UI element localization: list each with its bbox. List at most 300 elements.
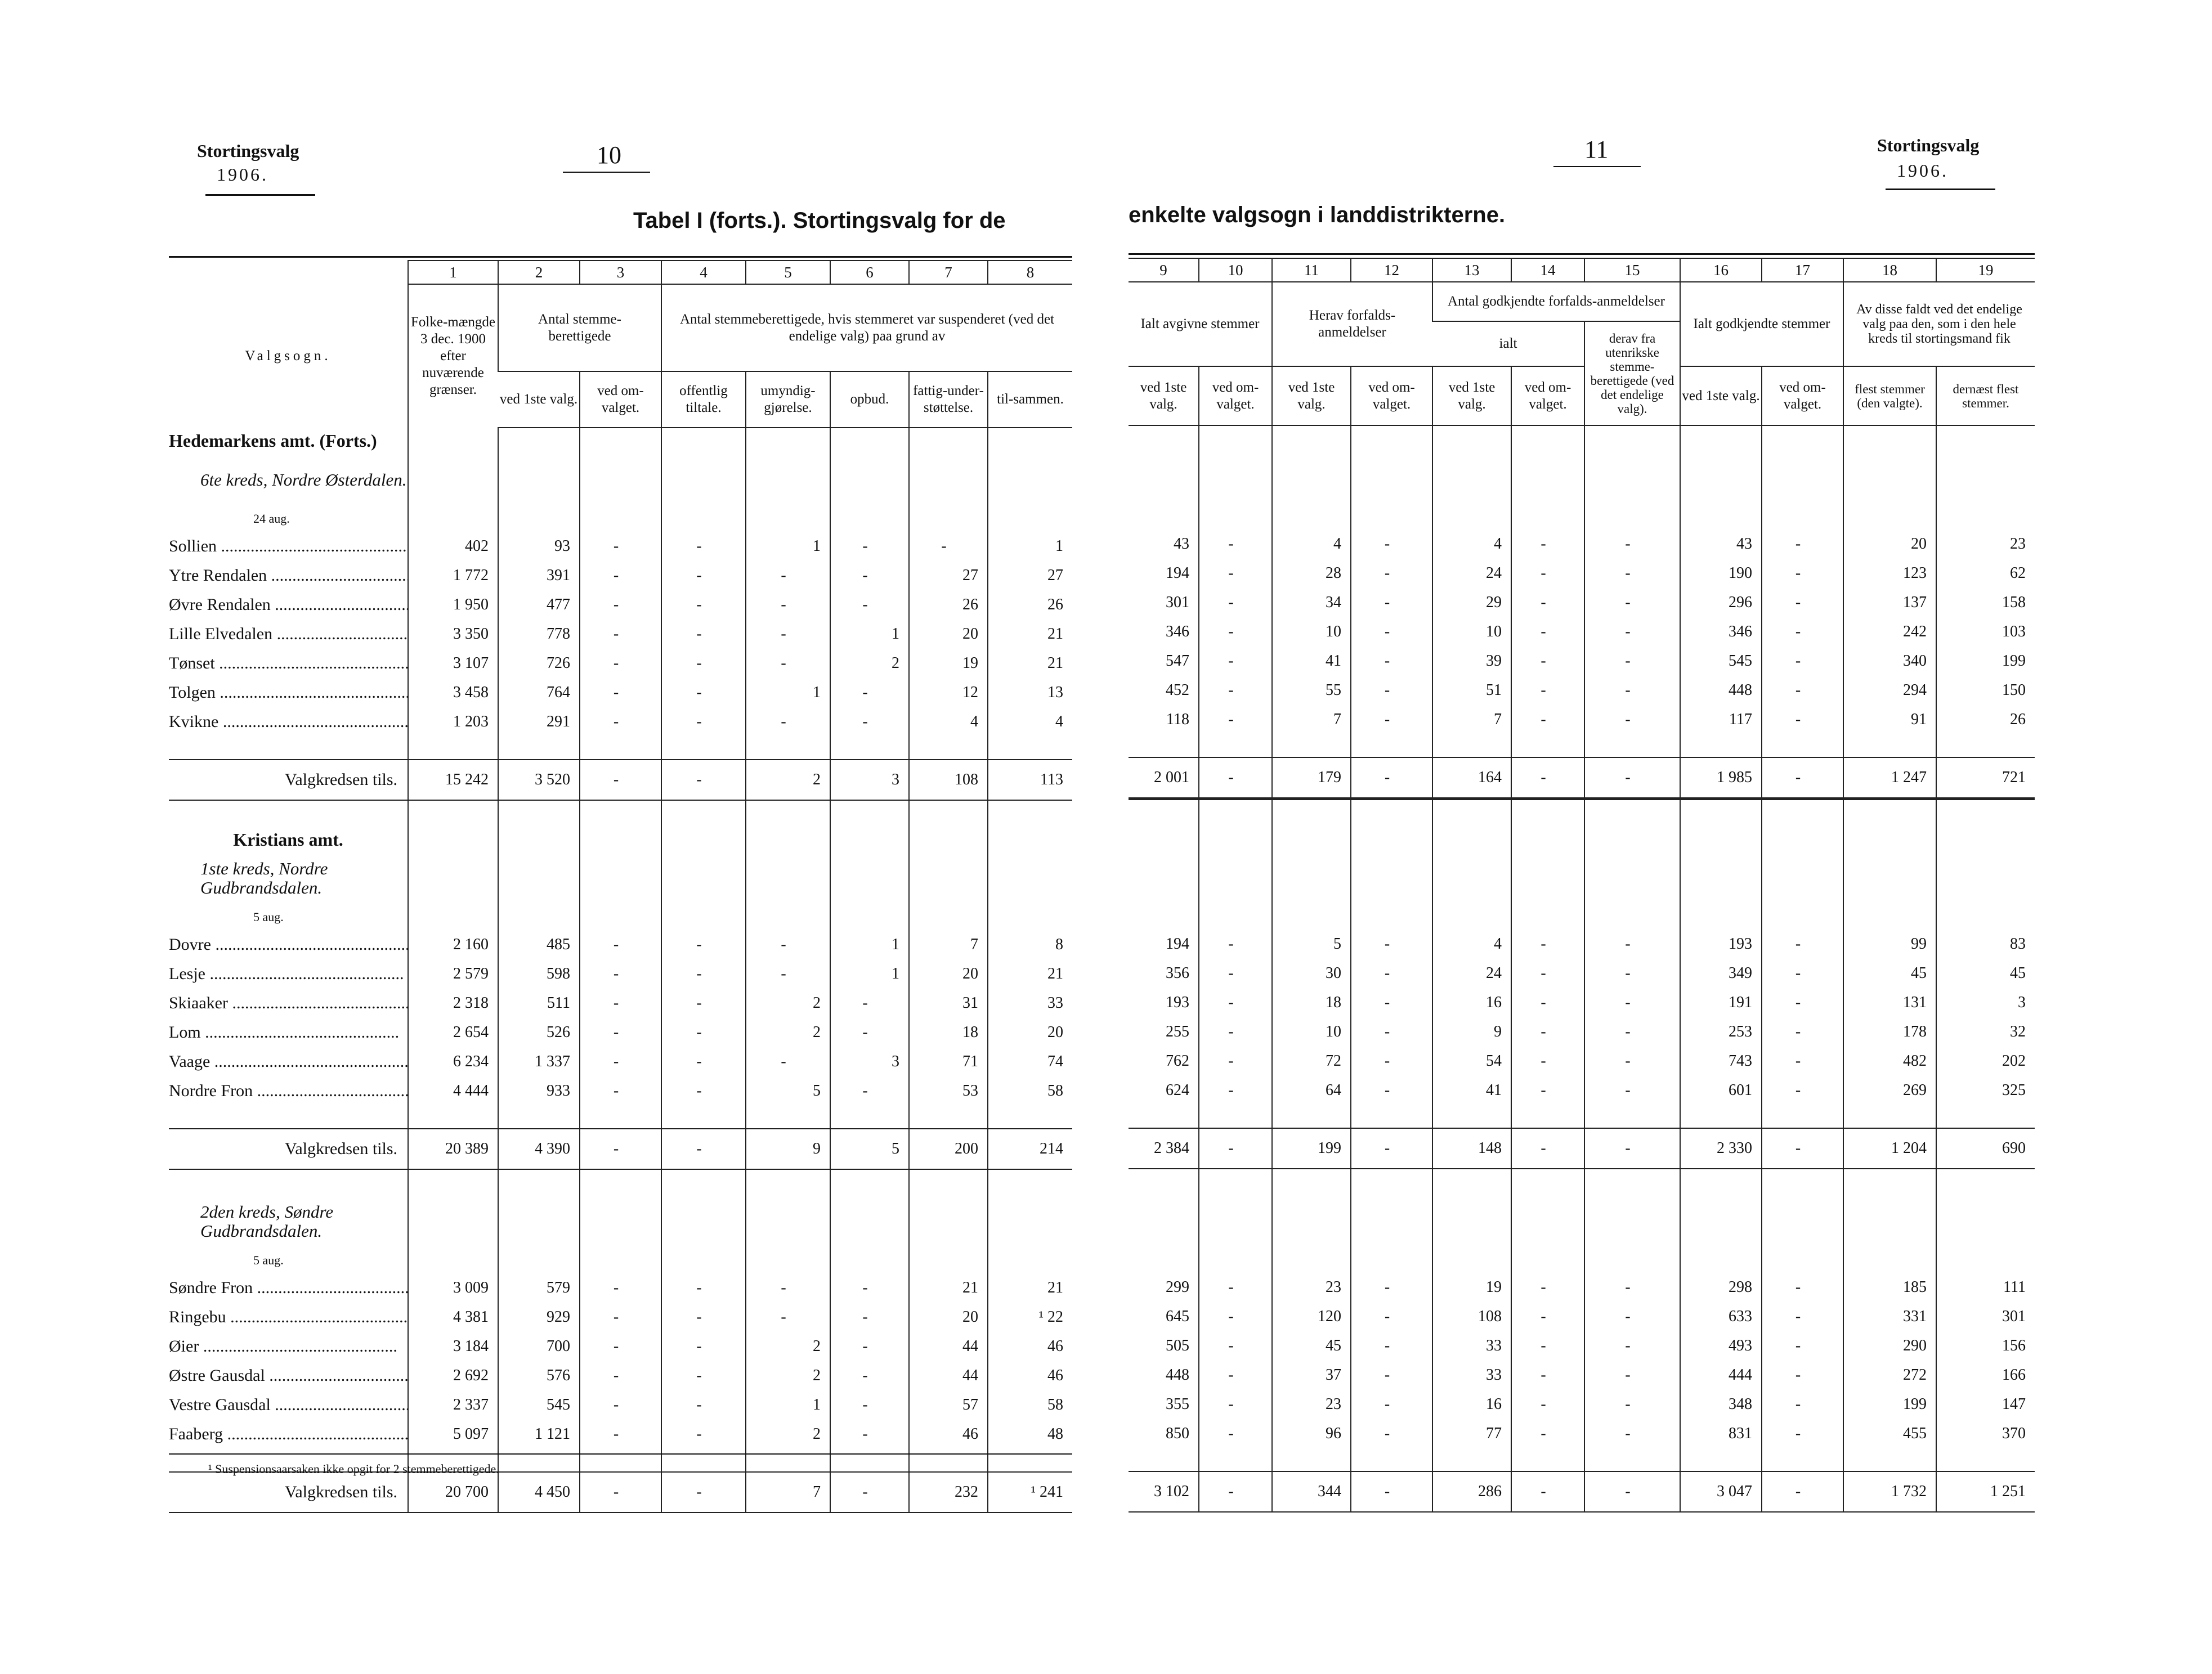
empty-cell bbox=[169, 737, 408, 760]
table-cell: 5 097 bbox=[408, 1420, 498, 1449]
table-cell: - bbox=[1199, 676, 1272, 705]
table-cell: - bbox=[1351, 1331, 1432, 1361]
empty-cell bbox=[580, 1169, 661, 1196]
table-cell: 166 bbox=[1936, 1361, 2035, 1390]
table-row bbox=[1129, 617, 2035, 647]
table-cell: 493 bbox=[1680, 1331, 1762, 1361]
table-cell: 202 bbox=[1936, 1047, 2035, 1076]
table-cell: - bbox=[1762, 529, 1843, 559]
empty-cell bbox=[661, 1247, 746, 1273]
empty-cell bbox=[1129, 852, 1199, 904]
total-cell: 15 242 bbox=[408, 760, 498, 800]
header-forfaldsanmeldelser: Herav forfalds-anmeldelser bbox=[1272, 282, 1432, 366]
total-cell: 108 bbox=[909, 760, 988, 800]
header-opbud: opbud. bbox=[830, 371, 909, 428]
total-cell: 3 520 bbox=[498, 760, 580, 800]
table-cell: 58 bbox=[988, 1076, 1072, 1106]
empty-cell bbox=[661, 1449, 746, 1472]
empty-cell bbox=[1511, 504, 1584, 529]
total-cell: - bbox=[1511, 1471, 1584, 1512]
empty-cell bbox=[909, 1196, 988, 1247]
col-number: 6 bbox=[830, 261, 909, 284]
table-cell: 455 bbox=[1843, 1419, 1936, 1448]
table-cell: 778 bbox=[498, 620, 580, 649]
kreds-heading: 1ste kreds, Nordre Gudbrandsdalen. bbox=[200, 859, 328, 897]
empty-cell bbox=[830, 1247, 909, 1273]
table-row bbox=[1129, 988, 2035, 1017]
empty-cell bbox=[408, 737, 498, 760]
empty-cell bbox=[1199, 452, 1272, 504]
header-ved-1ste-valg: ved 1ste valg. bbox=[1129, 366, 1199, 425]
empty-cell bbox=[580, 1106, 661, 1129]
table-cell: - bbox=[1511, 930, 1584, 959]
total-cell: - bbox=[1351, 1128, 1432, 1169]
running-title-right: Stortingsvalg bbox=[1877, 135, 1980, 155]
header-valgsogn: Valgsogn. bbox=[245, 348, 332, 363]
table-cell: 764 bbox=[498, 678, 580, 707]
empty-cell bbox=[909, 800, 988, 827]
table-cell: - bbox=[1351, 1390, 1432, 1419]
table-cell: 32 bbox=[1936, 1017, 2035, 1047]
table-cell: - bbox=[1199, 1331, 1272, 1361]
empty-cell bbox=[1351, 904, 1432, 930]
table-cell: - bbox=[1584, 647, 1680, 676]
right-table bbox=[1129, 258, 2035, 1513]
empty-cell bbox=[1680, 1195, 1762, 1247]
table-cell: - bbox=[1199, 930, 1272, 959]
table-cell: - bbox=[580, 1361, 661, 1390]
total-cell: 148 bbox=[1432, 1128, 1511, 1169]
empty-cell bbox=[988, 827, 1072, 852]
empty-cell bbox=[580, 454, 661, 506]
table-row bbox=[1129, 588, 2035, 617]
table-cell: - bbox=[1351, 1047, 1432, 1076]
header-derav: derav fra utenrikske stemme-berettigede (ved det endelige valg). bbox=[1584, 321, 1680, 425]
table-cell: 48 bbox=[988, 1420, 1072, 1449]
header-folkemaengde: Folke-mængde 3 dec. 1900 efter nuværende grænser. bbox=[408, 284, 498, 428]
table-cell: 2 bbox=[746, 1018, 830, 1047]
valgsogn-name: Dovre ..... bbox=[169, 930, 408, 959]
empty-cell bbox=[1199, 1247, 1272, 1273]
table-cell: 44 bbox=[909, 1361, 988, 1390]
col-number: 18 bbox=[1843, 258, 1936, 282]
table-caption-right: enkelte valgsogn i landdistrikterne. bbox=[1129, 203, 1506, 227]
kreds-heading: 2den kreds, Søndre Gudbrandsdalen. bbox=[200, 1202, 334, 1241]
table-cell: - bbox=[1762, 647, 1843, 676]
total-cell: - bbox=[1584, 1471, 1680, 1512]
table-cell: 298 bbox=[1680, 1273, 1762, 1302]
empty-cell bbox=[1199, 1448, 1272, 1471]
table-cell: 51 bbox=[1432, 676, 1511, 705]
empty-cell bbox=[1584, 799, 1680, 827]
table-cell: 402 bbox=[408, 532, 498, 561]
empty-cell bbox=[661, 852, 746, 904]
table-row bbox=[169, 1047, 1072, 1076]
table-cell: - bbox=[661, 707, 746, 737]
empty-cell bbox=[1199, 425, 1272, 452]
empty-cell bbox=[498, 827, 580, 852]
table-row bbox=[1129, 1361, 2035, 1390]
table-cell: - bbox=[580, 1420, 661, 1449]
empty-cell bbox=[580, 1196, 661, 1247]
table-row bbox=[169, 649, 1072, 678]
empty-cell bbox=[1432, 904, 1511, 930]
election-date: 5 aug. bbox=[253, 1253, 284, 1267]
empty-cell bbox=[1351, 1105, 1432, 1128]
total-cell: 344 bbox=[1272, 1471, 1351, 1512]
table-cell: 108 bbox=[1432, 1302, 1511, 1331]
table-cell: 18 bbox=[909, 1018, 988, 1047]
empty-cell bbox=[830, 852, 909, 904]
table-row bbox=[1129, 647, 2035, 676]
total-cell: 1 251 bbox=[1936, 1471, 2035, 1512]
table-cell: - bbox=[1584, 1017, 1680, 1047]
total-cell: 2 384 bbox=[1129, 1128, 1199, 1169]
table-cell: 24 bbox=[1432, 559, 1511, 588]
election-date: 24 aug. bbox=[253, 511, 290, 526]
empty-cell bbox=[1936, 1448, 2035, 1471]
table-cell: - bbox=[1199, 705, 1272, 734]
table-cell: - bbox=[1511, 588, 1584, 617]
table-cell: 191 bbox=[1680, 988, 1762, 1017]
table-cell: - bbox=[1762, 705, 1843, 734]
table-cell: - bbox=[661, 1303, 746, 1332]
table-cell: - bbox=[580, 959, 661, 989]
table-cell: 1 950 bbox=[408, 590, 498, 620]
table-row bbox=[169, 989, 1072, 1018]
table-cell: - bbox=[1199, 1361, 1272, 1390]
table-cell: 46 bbox=[909, 1420, 988, 1449]
empty-cell bbox=[498, 1449, 580, 1472]
table-cell: - bbox=[1511, 1017, 1584, 1047]
empty-cell bbox=[1129, 1448, 1199, 1471]
table-cell: 444 bbox=[1680, 1361, 1762, 1390]
empty-cell bbox=[1936, 452, 2035, 504]
table-cell: 2 bbox=[746, 989, 830, 1018]
empty-cell bbox=[1762, 734, 1843, 757]
empty-cell bbox=[1272, 734, 1351, 757]
empty-cell bbox=[830, 1449, 909, 1472]
empty-cell bbox=[1511, 1169, 1584, 1195]
table-cell: 74 bbox=[988, 1047, 1072, 1076]
table-cell: 2 337 bbox=[408, 1390, 498, 1420]
table-cell: 370 bbox=[1936, 1419, 2035, 1448]
table-cell: 2 bbox=[746, 1332, 830, 1361]
total-cell: 2 001 bbox=[1129, 757, 1199, 799]
empty-cell bbox=[1843, 425, 1936, 452]
table-cell: - bbox=[1351, 1076, 1432, 1105]
table-cell: - bbox=[830, 1361, 909, 1390]
empty-cell bbox=[746, 1449, 830, 1472]
table-cell: - bbox=[830, 1076, 909, 1106]
table-cell: 485 bbox=[498, 930, 580, 959]
year-left: 1906. bbox=[217, 164, 268, 185]
table-cell: 296 bbox=[1680, 588, 1762, 617]
empty-cell bbox=[1272, 452, 1351, 504]
table-cell: 301 bbox=[1166, 594, 1189, 611]
table-cell: 2 bbox=[746, 1420, 830, 1449]
empty-cell bbox=[988, 1449, 1072, 1472]
table-cell: 199 bbox=[1936, 647, 2035, 676]
table-cell: - bbox=[1762, 959, 1843, 988]
total-cell: 286 bbox=[1432, 1471, 1511, 1512]
table-cell: - bbox=[1351, 617, 1432, 647]
empty-cell bbox=[498, 904, 580, 930]
table-cell: - bbox=[746, 1273, 830, 1303]
empty-cell bbox=[1584, 1169, 1680, 1195]
table-cell: - bbox=[1584, 930, 1680, 959]
empty-cell bbox=[1432, 1169, 1511, 1195]
table-cell: 41 bbox=[1272, 647, 1351, 676]
table-cell: 123 bbox=[1843, 559, 1936, 588]
empty-cell bbox=[1584, 1448, 1680, 1471]
empty-cell bbox=[1511, 1105, 1584, 1128]
table-cell: 477 bbox=[498, 590, 580, 620]
empty-cell bbox=[988, 428, 1072, 454]
table-cell: 118 bbox=[1166, 711, 1189, 728]
table-cell: - bbox=[661, 989, 746, 1018]
empty-cell bbox=[909, 852, 988, 904]
table-cell: - bbox=[1351, 930, 1432, 959]
total-cell: - bbox=[1199, 1128, 1272, 1169]
table-cell: - bbox=[1584, 705, 1680, 734]
table-cell: 2 692 bbox=[408, 1361, 498, 1390]
table-cell: 194 bbox=[1166, 564, 1189, 582]
empty-cell bbox=[1762, 826, 1843, 852]
section-spacer bbox=[169, 800, 408, 827]
table-cell: - bbox=[830, 1332, 909, 1361]
empty-cell bbox=[746, 1106, 830, 1129]
total-cell: - bbox=[580, 1472, 661, 1513]
table-cell: 46 bbox=[988, 1332, 1072, 1361]
empty-cell bbox=[580, 737, 661, 760]
table-cell: - bbox=[830, 989, 909, 1018]
table-cell: 131 bbox=[1843, 988, 1936, 1017]
table-cell: 743 bbox=[1680, 1047, 1762, 1076]
table-cell: - bbox=[1351, 1361, 1432, 1390]
table-cell: 12 bbox=[909, 678, 988, 707]
table-cell: - bbox=[1199, 1076, 1272, 1105]
table-cell: - bbox=[1351, 647, 1432, 676]
total-label: Valgkredsen tils. bbox=[169, 760, 408, 800]
table-cell: - bbox=[580, 930, 661, 959]
table-row bbox=[169, 930, 1072, 959]
table-cell: - bbox=[580, 620, 661, 649]
table-row bbox=[169, 1361, 1072, 1390]
empty-cell bbox=[1511, 904, 1584, 930]
table-cell: 272 bbox=[1843, 1361, 1936, 1390]
empty-cell bbox=[1936, 1169, 2035, 1195]
empty-cell bbox=[408, 800, 498, 827]
table-cell: - bbox=[746, 620, 830, 649]
empty-cell bbox=[1762, 1195, 1843, 1247]
page-number-right: 11 bbox=[1584, 136, 1609, 163]
table-cell: 20 bbox=[909, 1303, 988, 1332]
table-cell: 1 772 bbox=[408, 561, 498, 590]
header-av-disse: Av disse faldt ved det endelige valg paa den, som i den hele kreds til stortingsmand fik bbox=[1843, 282, 2035, 366]
table-cell: 645 bbox=[1166, 1308, 1189, 1325]
empty-cell bbox=[909, 904, 988, 930]
empty-cell bbox=[580, 904, 661, 930]
total-cell: ¹ 241 bbox=[988, 1472, 1072, 1513]
empty-cell bbox=[580, 506, 661, 532]
empty-cell bbox=[1272, 1105, 1351, 1128]
table-cell: - bbox=[830, 1018, 909, 1047]
empty-cell bbox=[830, 827, 909, 852]
table-cell: - bbox=[1511, 1361, 1584, 1390]
empty-cell bbox=[1843, 904, 1936, 930]
table-cell: - bbox=[830, 590, 909, 620]
table-cell: 20 bbox=[909, 959, 988, 989]
col-number: 8 bbox=[988, 261, 1072, 284]
table-cell: - bbox=[1351, 676, 1432, 705]
valgsogn-name: Øvre Rendalen ..... bbox=[169, 590, 408, 620]
total-cell: - bbox=[580, 1129, 661, 1169]
empty-cell bbox=[1272, 1247, 1351, 1273]
empty-cell bbox=[580, 1449, 661, 1472]
empty-cell bbox=[746, 827, 830, 852]
table-cell: 7 bbox=[909, 930, 988, 959]
table-cell: 21 bbox=[988, 620, 1072, 649]
table-cell: 99 bbox=[1843, 930, 1936, 959]
table-row bbox=[1129, 1390, 2035, 1419]
table-row bbox=[169, 1420, 1072, 1449]
table-cell: - bbox=[746, 1047, 830, 1076]
total-row bbox=[169, 1472, 1072, 1513]
table-row bbox=[1129, 959, 2035, 988]
empty-cell bbox=[661, 737, 746, 760]
section-spacer bbox=[169, 1169, 408, 1196]
total-cell: 199 bbox=[1272, 1128, 1351, 1169]
table-cell: 8 bbox=[988, 930, 1072, 959]
empty-cell bbox=[1432, 1195, 1511, 1247]
empty-cell bbox=[408, 827, 498, 852]
total-cell: - bbox=[580, 760, 661, 800]
empty-cell bbox=[1762, 425, 1843, 452]
empty-cell bbox=[746, 454, 830, 506]
table-cell: - bbox=[1762, 1361, 1843, 1390]
empty-cell bbox=[1511, 852, 1584, 904]
table-cell: 1 bbox=[830, 959, 909, 989]
valgsogn-name: Tønset ..... bbox=[169, 649, 408, 678]
empty-cell bbox=[1584, 1195, 1680, 1247]
table-cell: 71 bbox=[909, 1047, 988, 1076]
table-cell: 4 bbox=[988, 707, 1072, 737]
empty-cell bbox=[1680, 425, 1762, 452]
table-cell: 16 bbox=[1432, 1390, 1511, 1419]
empty-cell bbox=[1432, 452, 1511, 504]
table-cell: 26 bbox=[988, 590, 1072, 620]
table-cell: 4 bbox=[1272, 529, 1351, 559]
empty-cell bbox=[1199, 1105, 1272, 1128]
empty-cell bbox=[1351, 1169, 1432, 1195]
table-cell: 4 bbox=[909, 707, 988, 737]
total-cell: 2 bbox=[746, 760, 830, 800]
empty-cell bbox=[1129, 1195, 1199, 1247]
total-cell: - bbox=[1762, 1471, 1843, 1512]
table-cell: 2 bbox=[830, 649, 909, 678]
table-cell: 46 bbox=[988, 1361, 1072, 1390]
table-cell: 700 bbox=[498, 1332, 580, 1361]
table-cell: - bbox=[1584, 529, 1680, 559]
empty-cell bbox=[1432, 799, 1511, 827]
table-cell: 624 bbox=[1166, 1081, 1189, 1099]
total-cell: 214 bbox=[988, 1129, 1072, 1169]
empty-cell bbox=[580, 428, 661, 454]
table-cell: - bbox=[1762, 930, 1843, 959]
table-cell: 291 bbox=[498, 707, 580, 737]
table-cell: - bbox=[580, 532, 661, 561]
total-cell: 3 047 bbox=[1680, 1471, 1762, 1512]
empty-cell bbox=[1272, 1169, 1351, 1195]
empty-cell bbox=[580, 800, 661, 827]
empty-cell bbox=[909, 1247, 988, 1273]
empty-cell bbox=[1843, 1448, 1936, 1471]
table-row bbox=[1129, 1419, 2035, 1448]
table-cell: - bbox=[1511, 959, 1584, 988]
table-row bbox=[1129, 1076, 2035, 1105]
total-cell: 1 985 bbox=[1680, 757, 1762, 799]
table-cell: - bbox=[1584, 1273, 1680, 1302]
empty-cell bbox=[661, 827, 746, 852]
total-row bbox=[1129, 1128, 2035, 1169]
header-ialt-avgivne: Ialt avgivne stemmer bbox=[1140, 316, 1260, 331]
table-row bbox=[169, 590, 1072, 620]
empty-cell bbox=[909, 1449, 988, 1472]
empty-cell bbox=[661, 1169, 746, 1196]
table-cell: - bbox=[830, 678, 909, 707]
empty-cell bbox=[1129, 904, 1199, 930]
empty-cell bbox=[661, 904, 746, 930]
table-cell: - bbox=[1511, 1047, 1584, 1076]
table-cell: 448 bbox=[1166, 1366, 1189, 1384]
table-cell: 199 bbox=[1843, 1390, 1936, 1419]
header-ialt: ialt bbox=[1432, 321, 1584, 366]
col-number: 19 bbox=[1936, 258, 2035, 282]
empty-cell bbox=[1272, 852, 1351, 904]
table-cell: 21 bbox=[909, 1273, 988, 1303]
empty-cell bbox=[1432, 425, 1511, 452]
table-cell: - bbox=[1351, 1017, 1432, 1047]
table-cell: 2 318 bbox=[408, 989, 498, 1018]
valgsogn-name: Skiaaker ..... bbox=[169, 989, 408, 1018]
table-cell: - bbox=[661, 1076, 746, 1106]
table-cell: 576 bbox=[498, 1361, 580, 1390]
total-cell: 1 732 bbox=[1843, 1471, 1936, 1512]
empty-cell bbox=[1351, 852, 1432, 904]
table-cell: - bbox=[1199, 1047, 1272, 1076]
valgsogn-name: Østre Gausdal ..... bbox=[169, 1361, 408, 1390]
empty-cell bbox=[1272, 1448, 1351, 1471]
table-cell: - bbox=[830, 1303, 909, 1332]
empty-cell bbox=[1351, 826, 1432, 852]
empty-cell bbox=[1762, 1105, 1843, 1128]
empty-cell bbox=[1199, 1195, 1272, 1247]
table-cell: 349 bbox=[1680, 959, 1762, 988]
empty-cell bbox=[988, 506, 1072, 532]
empty-cell bbox=[1936, 904, 2035, 930]
valgsogn-name: Vaage ..... bbox=[169, 1047, 408, 1076]
table-cell: 33 bbox=[988, 989, 1072, 1018]
table-cell: - bbox=[1762, 1390, 1843, 1419]
empty-cell bbox=[1680, 1105, 1762, 1128]
empty-cell bbox=[1432, 1247, 1511, 1273]
total-row bbox=[169, 1129, 1072, 1169]
empty-cell bbox=[498, 428, 580, 454]
empty-cell bbox=[1351, 1195, 1432, 1247]
table-cell: 452 bbox=[1166, 681, 1189, 699]
table-cell: 933 bbox=[498, 1076, 580, 1106]
